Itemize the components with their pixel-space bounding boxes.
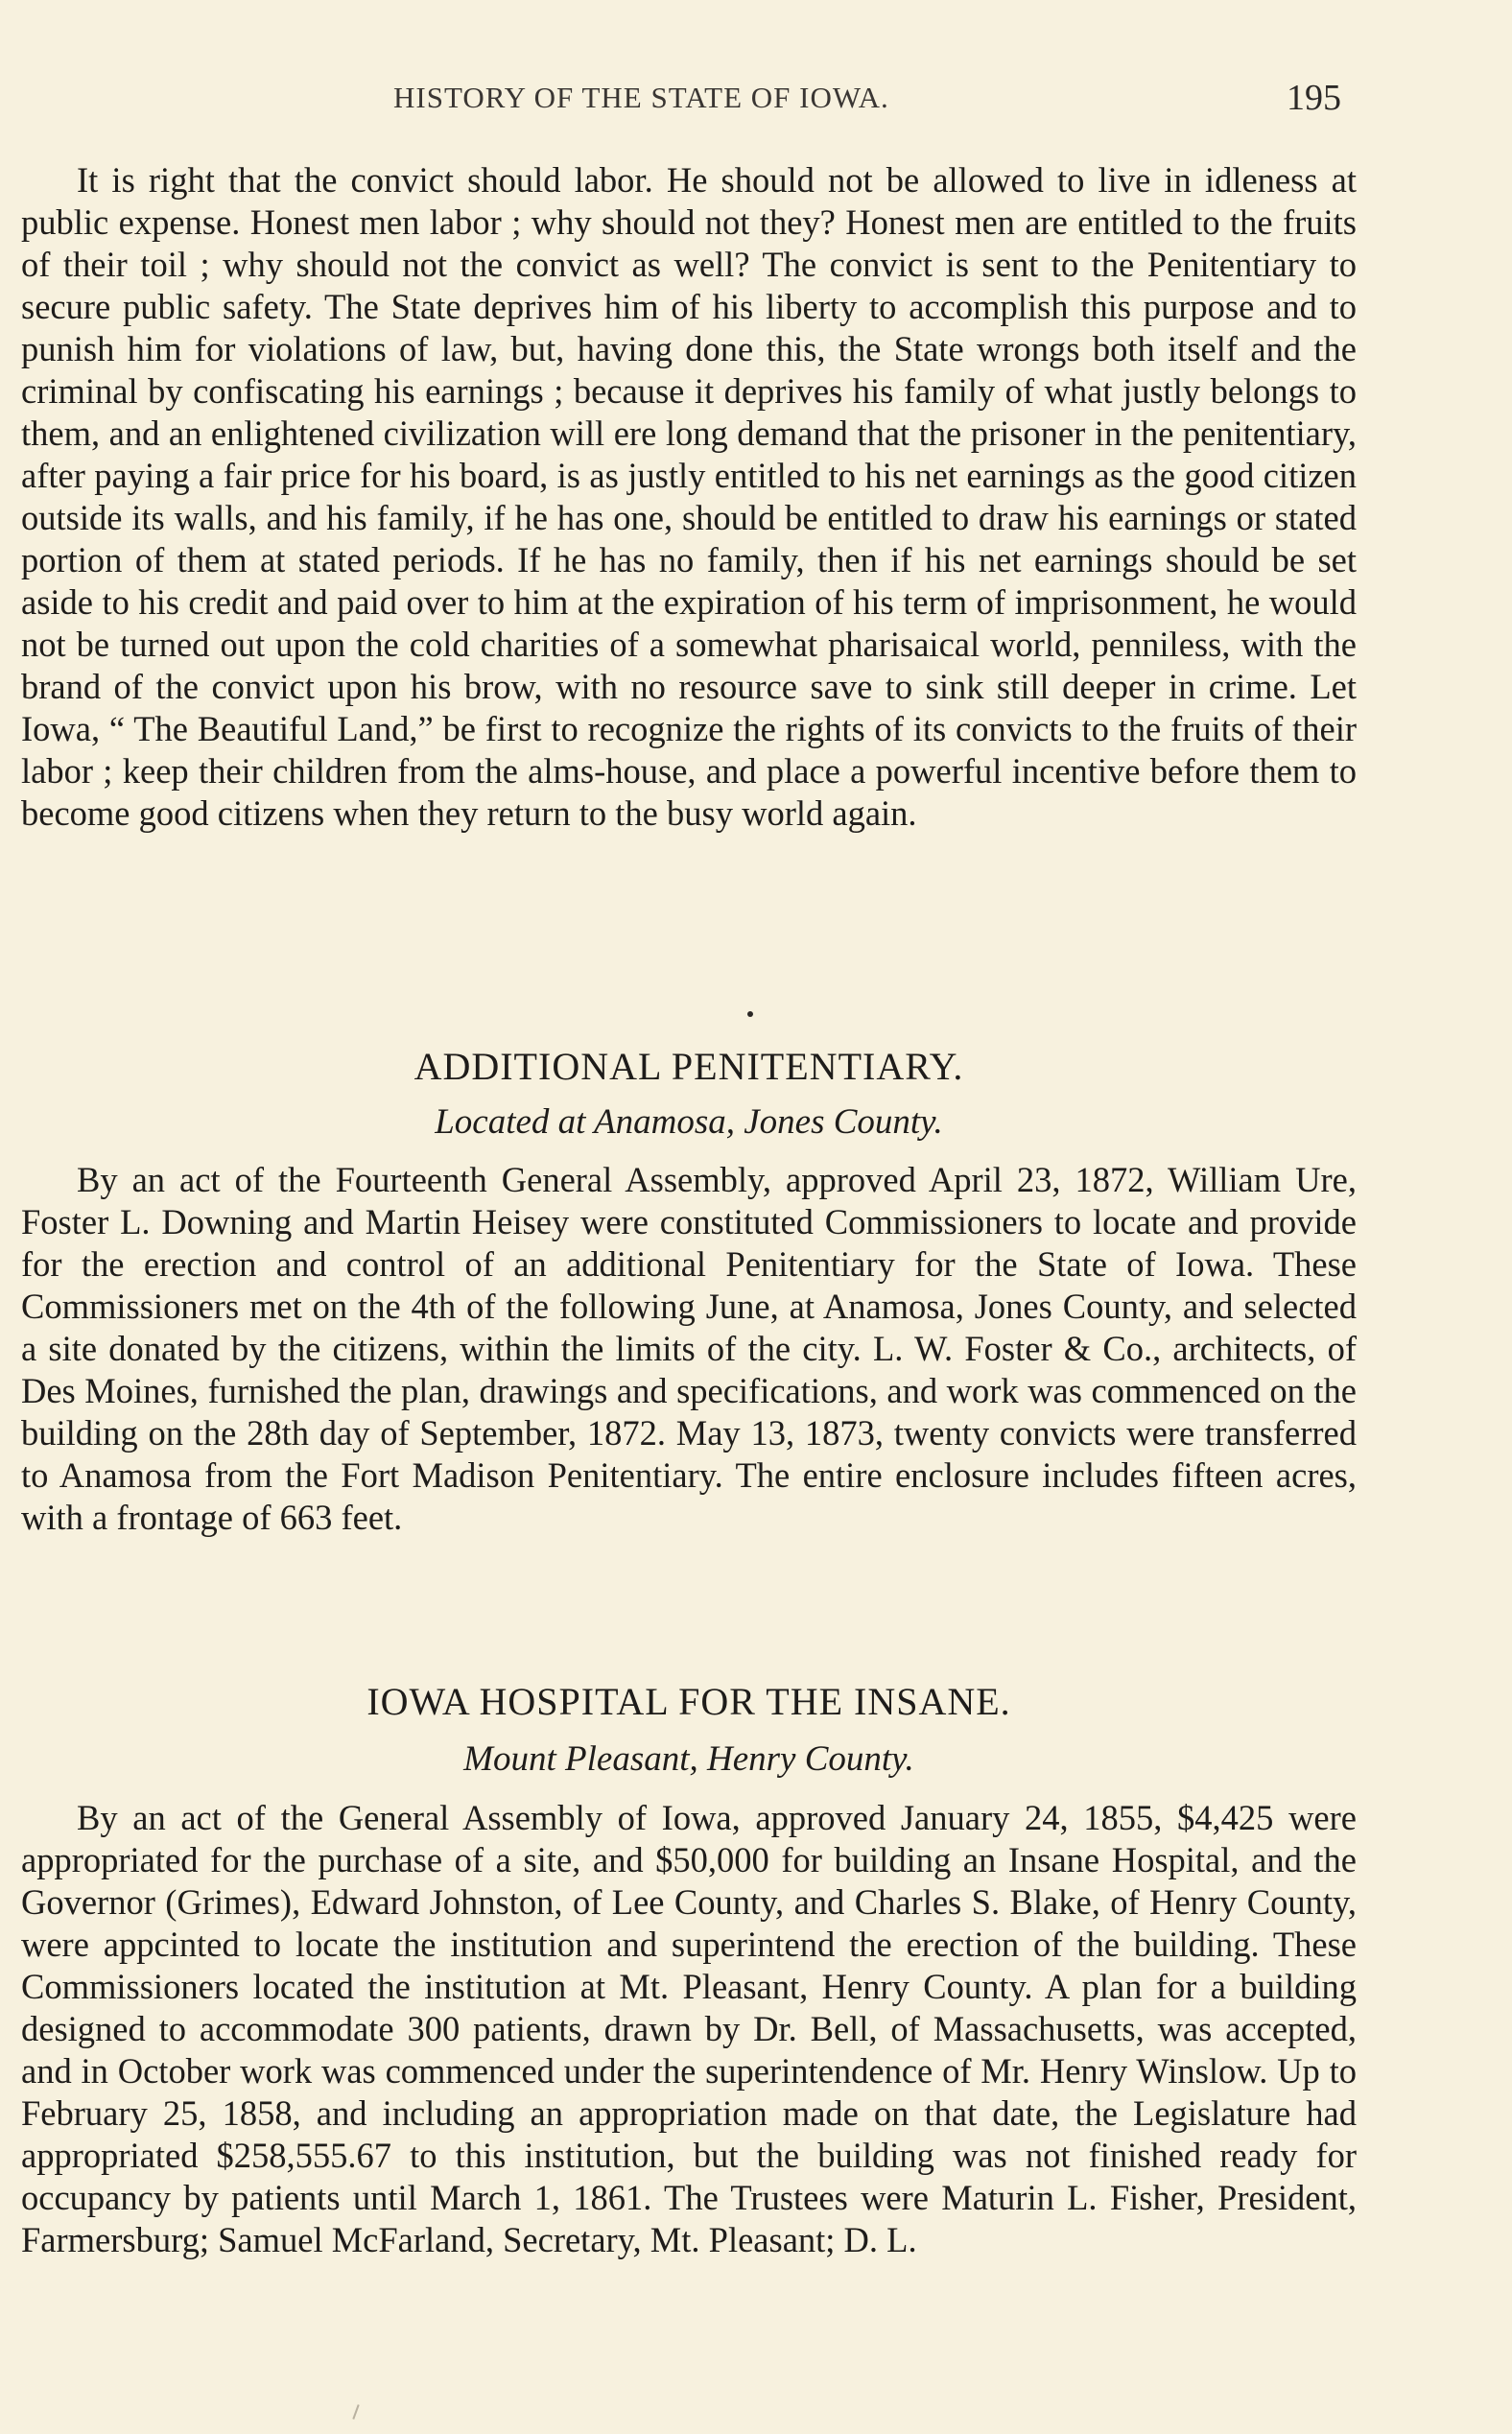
subtitle-mount-pleasant: Mount Pleasant, Henry County. bbox=[463, 1739, 914, 1779]
heading-additional-penitentiary: ADDITIONAL PENITENTIARY. bbox=[413, 1045, 964, 1088]
convict-labor-block bbox=[21, 159, 1357, 835]
paragraph-hospital-for-insane: By an act of the General Assembly of Iowa, approved January 24, 1855, $4,425 were appropriated for the purchase of a site, and $50,000 for building an Insane Hospital, and the Governor (Grimes), Edward Johnston, of Lee County, and Charles S. Blake, of Henry County, were appcinted to locate the institution and superintend the erection of the building. These Commissioners located the institution at Mt. Pleasant, Henry County. A plan for a building designed to accommodate 300 patients, drawn by Dr. Bell, of Massachusetts, was accepted, and in October work was commenced under the superintendence of Mr. Henry Winslow. Up to February 25, 1858, and including an appropriation made on that date, the Legislature had appropriated $258,555.67 to this institution, but the building was not finished ready for occupancy by patients until March 1, 1861. The Trustees were Maturin L. Fisher, President, Farmersburg; Samuel McFarland, Secretary, Mt. Pleasant; D. L. bbox=[21, 1798, 1357, 2259]
subtitle-anamosa: Located at Anamosa, Jones County. bbox=[435, 1102, 943, 1142]
running-head-title: HISTORY OF THE STATE OF IOWA. bbox=[393, 81, 889, 114]
additional-penitentiary-block bbox=[21, 1159, 1357, 1539]
paragraph-additional-penitentiary: By an act of the Fourteenth General Assembly, approved April 23, 1872, William Ure, Foster L. Downing and Martin Heisey were constituted Commissioners to locate and provide for the erection and control of an additional Penitentiary for the State of Iowa. These Commissioners met on the 4th of the following June, at Anamosa, Jones County, and selected a site donated by the citizens, within the limits of the city. L. W. Foster & Co., architects, of Des Moines, furnished the plan, drawings and specifications, and work was commenced on the building on the 28th day of September, 1872. May 13, 1873, twenty convicts were transferred to Anamosa from the Fort Madison Penitentiary. The entire enclosure includes fifteen acres, with a frontage of 663 feet. bbox=[21, 1160, 1357, 1537]
stray-mark bbox=[352, 2404, 359, 2420]
paragraph-convict-labor: It is right that the convict should labor. He should not be allowed to live in idleness at public expense. Honest men labor ; why should not they? Honest men are entitled to the fruits of their toil ; why should not the convict as well? The convict is sent to the Penitentiary to secure public safety. The State deprives him of his liberty to accomplish this purpose and to punish him for violations of law, but, having done this, the State wrongs both itself and the criminal by confiscating his earnings ; because it deprives his family of what justly belongs to them, and an enlightened civilization will ere long demand that the prisoner in the penitentiary, after paying a fair price for his board, is as justly entitled to his net earnings as the good citizen outside its walls, and his family, if he has one, should be entitled to draw his earnings or stated portion of them at stated periods. If he has no family, then if his net earnings should be set aside to his credit and paid over to him at the expiration of his term of imprisonment, he would not be turned out upon the cold charities of a somewhat pharisaical world, penniless, with the brand of the convict upon his brow, with no resource save to sink still deeper in crime. Let Iowa, “ The Beautiful Land,” be first to recognize the rights of its convicts to the fruits of their labor ; keep their children from the alms-house, and place a powerful incentive before them to become good citizens when they return to the busy world again. bbox=[21, 160, 1357, 833]
hospital-for-insane-block bbox=[21, 1797, 1357, 2261]
ornament-dot bbox=[747, 1011, 753, 1017]
page-number: 195 bbox=[1287, 78, 1341, 118]
heading-hospital-for-insane: IOWA HOSPITAL FOR THE INSANE. bbox=[366, 1680, 1011, 1723]
